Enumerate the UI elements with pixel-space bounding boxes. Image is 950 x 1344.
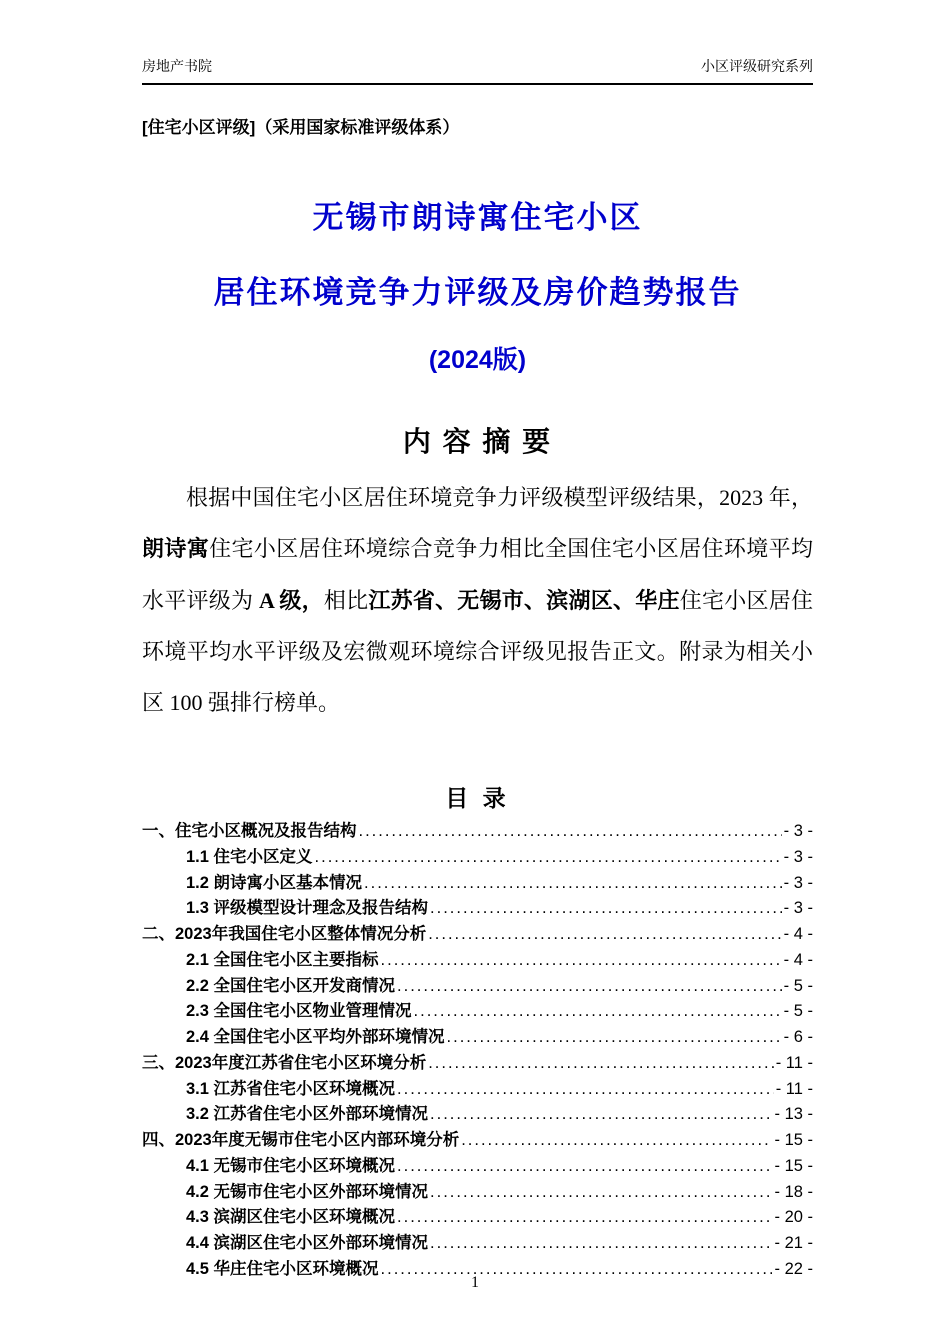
toc-entry[interactable] bbox=[142, 1205, 813, 1231]
toc-entry[interactable] bbox=[142, 819, 813, 845]
toc-entry-page: - 15 - bbox=[774, 1156, 813, 1175]
toc-leader-dots bbox=[397, 1154, 772, 1180]
rating-system-tagline: [住宅小区评级]（采用国家标准评级体系） bbox=[142, 118, 460, 137]
toc-leader-dots bbox=[428, 922, 781, 948]
toc-entry[interactable] bbox=[142, 1180, 813, 1206]
report-title-line1: 无锡市朗诗寓住宅小区 bbox=[312, 200, 643, 235]
toc-entry[interactable] bbox=[142, 1025, 813, 1051]
toc-entry[interactable] bbox=[142, 1051, 813, 1077]
document-header bbox=[142, 56, 813, 76]
toc-entry[interactable] bbox=[142, 948, 813, 974]
toc-leader-dots bbox=[447, 1025, 782, 1051]
toc-entry-label: 1.3 评级模型设计理念及报告结构 bbox=[186, 899, 429, 918]
abstract-segment: 住宅小区居住环境平均水平评级及宏微观环境综合评级见报告正文。附录为相关小区 100 强排行榜单。 bbox=[142, 587, 813, 715]
toc-leader-dots bbox=[430, 1180, 772, 1206]
toc-entry-page: - 15 - bbox=[774, 1131, 813, 1150]
toc-leader-dots bbox=[397, 1077, 774, 1103]
toc-entry-page: - 3 - bbox=[783, 873, 813, 892]
toc-entry[interactable] bbox=[142, 1077, 813, 1103]
report-title-edition: (2024版) bbox=[428, 346, 527, 374]
toc-entry-page: - 3 - bbox=[783, 847, 813, 866]
header-left-text: 房地产书院 bbox=[142, 58, 212, 74]
toc-leader-dots bbox=[461, 1128, 772, 1154]
toc-entry-page: - 21 - bbox=[774, 1234, 813, 1252]
toc-leader-dots bbox=[430, 896, 782, 922]
page-number: 1 bbox=[471, 1274, 479, 1291]
abstract-segment: 根据中国住宅小区居住环境竞争力评级模型评级结果，2023 年， bbox=[186, 485, 813, 510]
toc-entry-label: 三、2023年度江苏省住宅小区环境分析 bbox=[142, 1053, 427, 1072]
toc-entry[interactable] bbox=[142, 1154, 813, 1180]
header-divider bbox=[142, 83, 813, 85]
toc-entry-label: 2.4 全国住宅小区平均外部环境情况 bbox=[186, 1028, 445, 1047]
toc-leader-dots bbox=[364, 871, 782, 897]
toc-entry-label: 3.2 江苏省住宅小区外部环境情况 bbox=[186, 1105, 429, 1124]
toc-entry-label: 4.1 无锡市住宅小区环境概况 bbox=[186, 1156, 396, 1175]
toc-leader-dots bbox=[381, 948, 782, 974]
toc-entry-page: - 11 - bbox=[775, 1053, 813, 1072]
toc-entry-label: 二、2023年我国住宅小区整体情况分析 bbox=[142, 925, 427, 944]
toc-entry-page: - 3 - bbox=[783, 822, 813, 841]
toc-entry-label: 2.1 全国住宅小区主要指标 bbox=[186, 950, 379, 969]
abstract-segment: A 级， bbox=[258, 587, 324, 613]
toc-entry-label: 4.3 滨湖区住宅小区环境概况 bbox=[186, 1208, 396, 1227]
toc-entry[interactable] bbox=[142, 1231, 813, 1257]
toc-entry[interactable] bbox=[142, 896, 813, 922]
toc-heading: 目 录 bbox=[445, 785, 510, 812]
abstract-segment: 相比 bbox=[323, 587, 369, 613]
abstract-paragraph bbox=[142, 472, 813, 728]
toc-entry-label: 四、2023年度无锡市住宅小区内部环境分析 bbox=[142, 1131, 460, 1150]
toc-leader-dots bbox=[430, 1231, 772, 1257]
toc-entry-label: 2.2 全国住宅小区开发商情况 bbox=[186, 976, 396, 995]
toc-entry-label: 4.2 无锡市住宅小区外部环境情况 bbox=[186, 1182, 429, 1201]
toc-entry-page: - 3 - bbox=[783, 899, 813, 918]
toc-entry-page: - 18 - bbox=[774, 1182, 813, 1201]
toc-entry[interactable] bbox=[142, 974, 813, 1000]
toc-entry-label: 一、住宅小区概况及报告结构 bbox=[142, 822, 357, 841]
toc-entry[interactable] bbox=[142, 1128, 813, 1154]
toc-leader-dots bbox=[315, 845, 782, 871]
abstract-segment: 朗诗寓 bbox=[142, 536, 210, 562]
toc-entry-page: - 4 - bbox=[783, 925, 813, 944]
toc-entry-page: - 11 - bbox=[775, 1079, 813, 1098]
page-footer bbox=[0, 1274, 950, 1292]
toc-entry-label: 3.1 江苏省住宅小区环境概况 bbox=[186, 1079, 396, 1098]
toc-entry[interactable] bbox=[142, 845, 813, 871]
toc-entry-page: - 13 - bbox=[774, 1105, 813, 1124]
toc-entry-label: 4.5 华庄住宅小区环境概况 bbox=[186, 1259, 379, 1278]
toc-entry-page: - 5 - bbox=[783, 1002, 813, 1021]
toc-entry-label: 1.2 朗诗寓小区基本情况 bbox=[186, 873, 363, 892]
toc-entry[interactable] bbox=[142, 1102, 813, 1128]
toc-list bbox=[142, 819, 813, 1282]
toc-entry-page: - 5 - bbox=[783, 976, 813, 995]
toc-leader-dots bbox=[414, 999, 782, 1025]
toc-leader-dots bbox=[430, 1102, 772, 1128]
toc-entry[interactable] bbox=[142, 999, 813, 1025]
toc-entry-page: - 22 - bbox=[774, 1259, 813, 1278]
toc-entry[interactable] bbox=[142, 871, 813, 897]
report-title-line2: 居住环境竞争力评级及房价趋势报告 bbox=[213, 275, 742, 310]
abstract-segment: 江苏省、无锡市、滨湖区、华庄 bbox=[368, 587, 680, 613]
toc-entry-page: - 6 - bbox=[783, 1028, 813, 1047]
toc-entry-label: 1.1 住宅小区定义 bbox=[186, 847, 313, 866]
abstract-heading: 内 容 摘 要 bbox=[402, 426, 553, 457]
toc-entry-label: 4.4 滨湖区住宅小区外部环境情况 bbox=[186, 1234, 429, 1252]
toc-entry-page: - 4 - bbox=[783, 950, 813, 969]
toc-leader-dots bbox=[397, 974, 782, 1000]
toc-entry[interactable] bbox=[142, 922, 813, 948]
header-right-text: 小区评级研究系列 bbox=[701, 58, 813, 74]
toc-leader-dots bbox=[397, 1205, 772, 1231]
toc-entry-label: 2.3 全国住宅小区物业管理情况 bbox=[186, 1002, 412, 1021]
toc-entry-page: - 20 - bbox=[774, 1208, 813, 1227]
abstract-segment: 住宅小区居住环境综合竞争力相比全国住宅小区居住环境平均水平评级为 bbox=[142, 536, 813, 613]
toc-leader-dots bbox=[428, 1051, 773, 1077]
toc-leader-dots bbox=[359, 819, 782, 845]
